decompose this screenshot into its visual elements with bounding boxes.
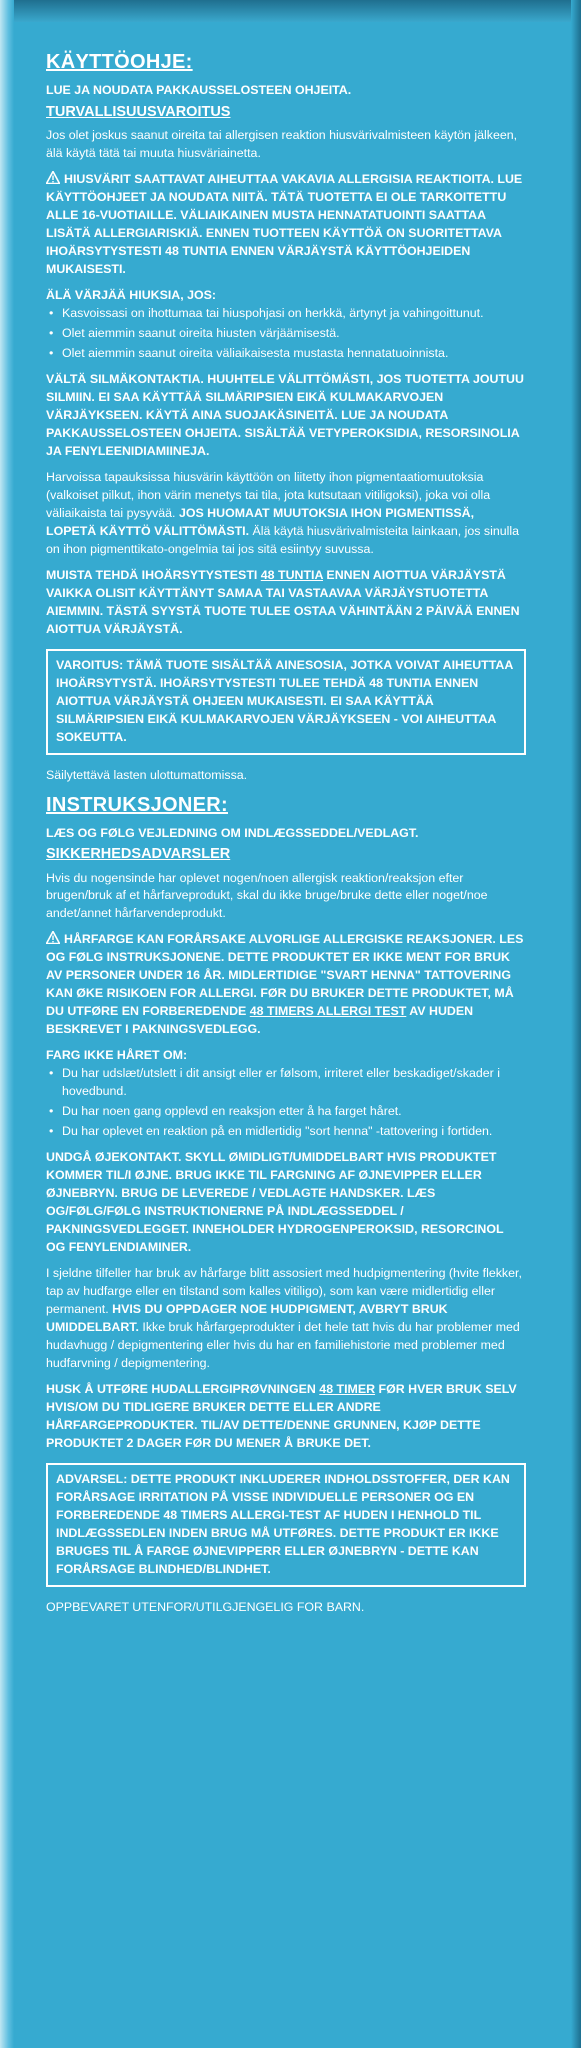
no-storage: OPPBEVARET UTENFOR/UTILGJENGELIG FOR BARN. — [46, 1599, 365, 1614]
no-heading: INSTRUKSJONER: — [46, 793, 228, 816]
fi-pigment-caps: JOS HUOMAAT MUUTOKSIA IHON PIGMENTISSÄ, LOPETÄ KÄYTTÖ VÄLITTÖMÄSTI. — [46, 505, 475, 538]
fi-pigment-text2: Älä käytä hiusvärivalmisteita lainkaan, jos sinulla on ihon pigmenttikato-ongelmia tai jos sitä esiintyy suvussa. — [46, 523, 520, 556]
fi-warning-text: HIUSVÄRIT SAATTAVAT AIHEUTTAA VAKAVIA ALLERGISIA REAKTIOITA. LUE KÄYTTÖOHJEET JA NOUDATA NIITÄ. TÄTÄ TUOTETTA EI OLE TARKOITETTU ALLE 16-VUOTIAILLE. VÄLIAIKAINEN MUSTA HENNATATUOINTI SAATTAA LISÄTÄ ALLERGIARISKIÄ. ENNEN TUOTTEEN KÄYTTÖÄ ON SUORITETTAVA IHOÄRSYTYSTESTI 48 TUNTIA ENNEN VÄRJÄYSTÄ KÄYTTÖOHJEIDEN MUKAISESTI. — [46, 171, 523, 276]
fi-safety-heading: TURVALLISUUSVAROITUS — [46, 103, 231, 120]
fi-heading: KÄYTTÖOHJE: — [46, 51, 193, 73]
finnish-section — [46, 50, 526, 785]
warning-triangle-icon — [46, 171, 60, 184]
no-warning-paragraph — [46, 931, 526, 1039]
no-read-instructions: LÆS OG FØLG VEJLEDNING OM INDLÆGSSEDDEL/VEDLAGT. — [46, 825, 419, 840]
fi-conditions-list — [46, 305, 526, 363]
fi-remember-paragraph — [46, 567, 526, 639]
list-item: • Kasvoissasi on ihottumaa tai hiuspohjasi on herkkä, ärtynyt ja vahingoittunut. — [46, 305, 526, 323]
package-text-panel — [46, 50, 526, 1625]
no-remember-pre: HUSK Å UTFØRE HUDALLERGIPRØVNINGEN — [46, 1382, 320, 1397]
fi-remember-post: ENNEN AIOTTUA VÄRJÄYSTÄ VAIKKA OLISIT KÄYTTÄNYT SAMAA TAI VASTAAVAA VÄRJÄYSTUOTETTA AIEMMIN. TÄSTÄ SYYSTÄ TUOTE TULEE OSTAA VÄHINTÄÄN 2 PÄIVÄÄ ENNEN AIOTTUA VÄRJÄYSTÄ. — [46, 567, 520, 636]
no-pigment-text2: Ikke bruk hårfargeprodukter i det hele tatt hvis du har problemer med hudavhugg / depigmentering eller hvis du har en familiehistorie med problemer med hudfarvning / depigmentering. — [46, 1320, 520, 1371]
list-item: • Du har oplevet en reaktion på en midlertidig "sort henna" -tattovering i fortiden. — [46, 1123, 526, 1141]
fi-read-instructions: LUE JA NOUDATA PAKKAUSSELOSTEEN OHJEITA. — [46, 83, 352, 97]
box-left-edge — [0, 0, 14, 2048]
no-avoid-eyes: UNDGÅ ØJEKONTAKT. SKYLL ØMIDLIGT/UMIDDELBART HVIS PRODUKTET KOMMER TIL/I ØJNE. BRUG IKKE TIL FARGNING AF ØJNEVIPPER ELLER ØJNEBRYN. BRUG DE LEVEREDE / VEDLAGTE HANDSKER. LÆS OG/FØLG/FØLG INSTRUKTIONERNE PÅ INDLÆGSSEDDEL / PAKNINGSVEDLEGGET. INNEHOLDER HYDROGENPEROKSID, RESORCINOL OG FENYLENDIAMINER. — [46, 1150, 504, 1255]
fi-safety-intro: Jos olet joskus saanut oireita tai allergisen reaktion hiusvärivalmisteen käytön jälkeen, älä käytä tätä tai muuta hiusväriainetta. — [46, 128, 518, 160]
fi-pigment-text: Harvoissa tapauksissa hiusvärin käyttöön on liitetty ihon pigmentaatiomuutoksia (valkoiset pilkut, ihon värin menetys tai tila, jota kutsutaan vitiligoksi), joka voi olla väliaikaista tai pysyvää. — [46, 469, 491, 520]
no-do-not-dye: FARG IKKE HÅRET OM: — [46, 1048, 188, 1063]
norwegian-section — [46, 793, 526, 1617]
no-remember-48h: 48 TIMER — [319, 1382, 376, 1397]
no-pigment-text: I sjeldne tilfeller har bruk av hårfarge blitt assosiert med hudpigmentering (hvite flekker, tap av hudfarge eller en tilstand som kalles vitiligo), som kan være midlertidig eller permanent. — [46, 1266, 522, 1317]
fi-pigment-paragraph — [46, 469, 526, 559]
list-item: • Olet aiemmin saanut oireita hiusten värjäämisestä. — [46, 325, 526, 343]
no-warning-48h-test: 48 TIMERS ALLERGI TEST — [249, 1004, 407, 1019]
no-warning-post: AV HUDEN BESKREVET I PAKNINGSVEDLEGG. — [46, 1004, 474, 1037]
list-item: • Olet aiemmin saanut oireita väliaikaisesta mustasta hennatatuoinnista. — [46, 345, 526, 363]
no-safety-intro: Hvis du nogensinde har oplevet nogen/noen allergisk reaktion/reaksjon efter brugen/bruk af et hårfarveprodukt, skal du ikke bruge/bruke dette eller noget/noe andet/annet hårfarvendeprodukt. — [46, 870, 488, 921]
fi-storage: Säilytettävä lasten ulottumattomissa. — [46, 767, 248, 782]
fi-boxed-warning: VAROITUS: TÄMÄ TUOTE SISÄLTÄÄ AINESOSIA, JOTKA VOIVAT AIHEUTTAA IHOÄRSYTYSTÄ. IHOÄRSYTYSTESTI TULEE TEHDÄ 48 TUNTIA ENNEN AIOTTUA VÄRJÄYSTÄ OHJEEN MUKAISESTI. EI SAA KÄYTTÄÄ SILMÄRIPSIEN EIKÄ KULMAKARVOJEN VÄRJÄYKSEEN - VOI AIHEUTTAA SOKEUTTA. — [46, 649, 526, 755]
no-remember-post: FØR HVER BRUK SELV HVIS/OM DU TIDLIGERE BRUKER DETTE ELLER ANDRE HÅRFARGEPRODUKTER. TIL/AV DETTE/DENNE GRUNNEN, KJØP DETTE PRODUKTET 2 DAGER FØR DU MENER Å BRUKE DET. — [46, 1382, 517, 1451]
no-pigment-caps: HVIS DU OPPDAGER NOE HUDPIGMENT, AVBRYT BRUK UMIDDELBART. — [46, 1302, 448, 1335]
no-safety-heading: SIKKERHEDSADVARSLER — [46, 846, 231, 863]
no-conditions-list — [46, 1065, 526, 1141]
no-remember-paragraph — [46, 1381, 526, 1453]
no-pigment-paragraph — [46, 1265, 526, 1373]
fi-remember-48h: 48 TUNTIA — [260, 567, 323, 582]
fi-avoid-eyes: VÄLTÄ SILMÄKONTAKTIA. HUUHTELE VÄLITTÖMÄSTI, JOS TUOTETTA JOUTUU SILMIIN. EI SAA KÄYTTÄÄ SILMÄRIPSIEN EIKÄ KULMAKARVOJEN VÄRJÄYKSEEN. KÄYTÄ AINA SUOJAKÄSINEITÄ. LUE JA NOUDATA PAKKAUSSELOSTEEN OHJEITA. SISÄLTÄÄ VETYPEROKSIDIA, RESORSINOLIA JA FENYLEENIDIAMIINEJA. — [46, 371, 524, 458]
fi-do-not-dye: ÄLÄ VÄRJÄÄ HIUKSIA, JOS: — [46, 287, 217, 302]
fi-remember-pre: MUISTA TEHDÄ IHOÄRSYTYSTESTI — [46, 567, 261, 582]
box-top-edge — [0, 0, 581, 22]
fi-warning-paragraph — [46, 171, 526, 279]
box-right-edge — [571, 0, 581, 2048]
list-item: • Du har noen gang opplevd en reaksjon etter å ha farget håret. — [46, 1103, 526, 1121]
warning-triangle-icon — [46, 931, 60, 944]
no-warning-text: HÅRFARGE KAN FORÅRSAKE ALVORLIGE ALLERGISKE REAKSJONER. LES OG FØLG INSTRUKSJONENE. DETTE PRODUKTET ER IKKE MENT FOR BRUK AV PERSONER UNDER 16 ÅR. MIDLERTIDIGE "SVART HENNA" TATTOVERING KAN ØKE RISIKOEN FOR ALLERGI. FØR DU BRUKER DETTE PRODUKTET, MÅ DU UTFØRE EN FORBEREDENDE — [46, 932, 524, 1019]
no-boxed-warning: ADVARSEL: DETTE PRODUKT INKLUDERER INDHOLDSSTOFFER, DER KAN FORÅRSAGE IRRITATION PÅ VISSE INDIVIDUELLE PERSONER OG EN FORBEREDENDE 48 TIMERS ALLERGI-TEST AF HUDEN I HENHOLD TIL INDLÆGSSEDLEN INDEN BRUG MÅ UTFØRES. DETTE PRODUKT ER IKKE BRUGES TIL Å FARGE ØJNEVIPPERR ELLER ØJNEBRYN - DETTE KAN FORÅRSAGE BLINDHED/BLINDHET. — [46, 1463, 526, 1587]
list-item: • Du har udslæt/utslett i dit ansigt eller er følsom, irriteret eller beskadiget/skader i hovedbund. — [46, 1065, 526, 1101]
